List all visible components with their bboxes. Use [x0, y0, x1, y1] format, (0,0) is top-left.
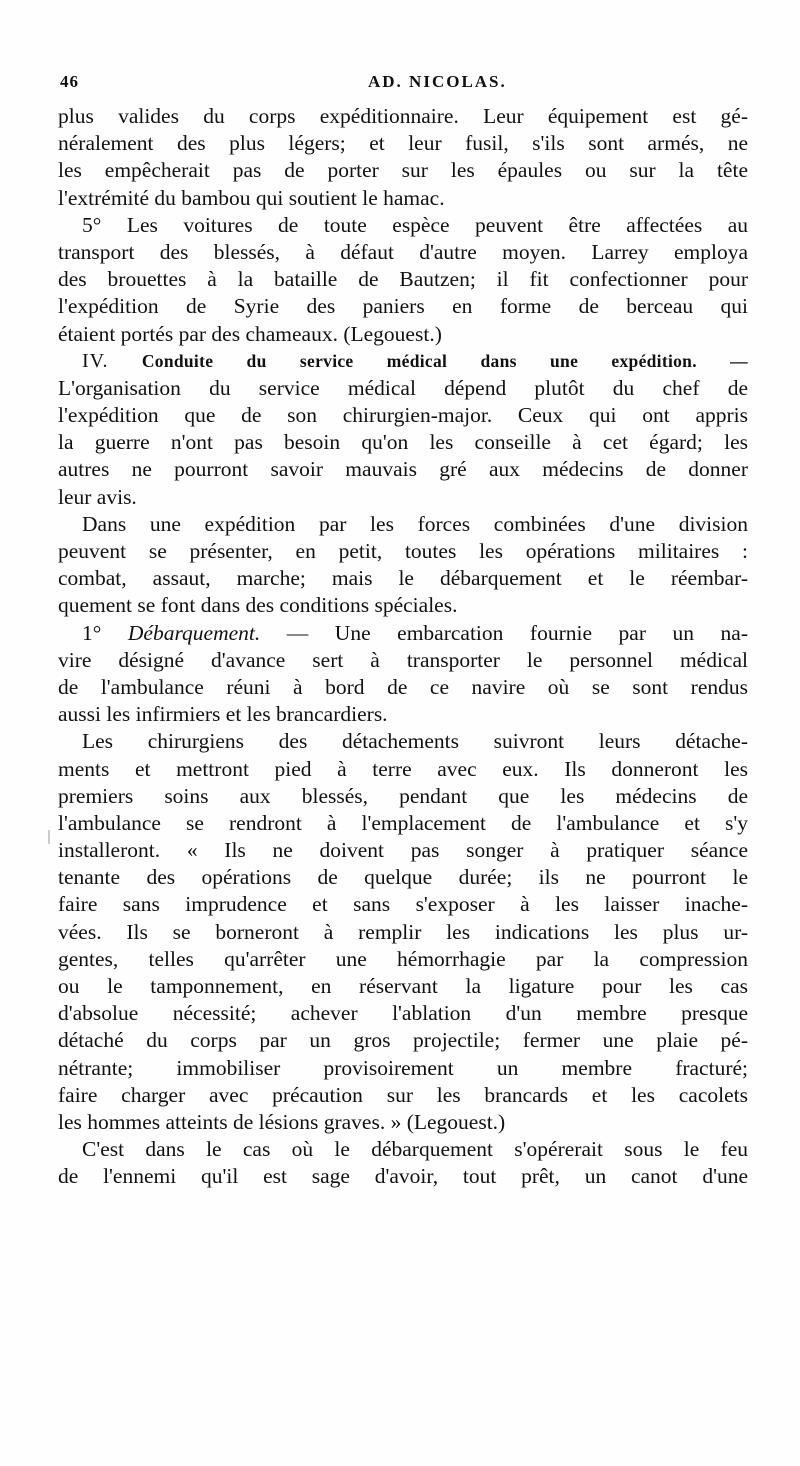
- text-line: autres ne pourront savoir mauvais gré aux médecins de donner: [58, 457, 748, 482]
- text-line: aussi les infirmiers et les brancardiers.: [58, 702, 388, 727]
- text-line: l'ambulance se rendront à l'emplacement de l'ambulance et s'y: [58, 810, 748, 835]
- subsection-line: [58, 620, 748, 647]
- text-line: plus valides du corps expéditionnaire. Leur équipement est gé-: [58, 104, 748, 128]
- text-line: faire sans imprudence et sans s'exposer à les laisser inache-: [58, 892, 748, 917]
- text-line: ou le tamponnement, en réservant la ligature pour les cas: [58, 974, 748, 998]
- margin-mark: [48, 830, 50, 844]
- text-line: d'absolue nécessité; achever l'ablation d'un membre presque: [58, 1001, 748, 1026]
- text-line: l'expédition de Syrie des paniers en forme de berceau qui: [58, 294, 748, 319]
- text-line: vire désigné d'avance sert à transporter le personnel médical: [58, 647, 748, 672]
- text-line: des brouettes à la bataille de Bautzen; il fit confectionner pour: [58, 267, 748, 292]
- text-line: l'extrémité du bambou qui soutient le hamac.: [58, 185, 445, 210]
- section-title: Conduite du service médical dans une expédition. —: [141, 350, 748, 371]
- text-line: tenante des opérations de quelque durée; ils ne pourront le: [58, 865, 748, 890]
- text-line: la guerre n'ont pas besoin qu'on les conseille à cet égard; les: [58, 430, 748, 455]
- text-line: faire charger avec précaution sur les brancards et les cacolets: [58, 1082, 748, 1107]
- text-line: Dans une expédition par les forces combinées d'une division: [82, 511, 748, 536]
- page-header: [56, 72, 760, 98]
- text-line: 5° Les voitures de toute espèce peuvent être affectées au: [82, 212, 748, 237]
- text-line: installeront. « Ils ne doivent pas songer à pratiquer séance: [58, 838, 748, 863]
- text-line: peuvent se présenter, en petit, toutes les opérations militaires :: [58, 539, 748, 563]
- text-line: les empêcherait pas de porter sur les épaules ou sur la tête: [58, 158, 748, 183]
- text-line: transport des blessés, à défaut d'autre moyen. Larrey employa: [58, 239, 748, 264]
- text-line: étaient portés par des chameaux. (Legouest.): [58, 321, 442, 346]
- text-line: quement se font dans des conditions spéciales.: [58, 593, 458, 618]
- text-line: combat, assaut, marche; mais le débarquement et le réembar-: [58, 566, 748, 591]
- text-line: de l'ennemi qu'il est sage d'avoir, tout prêt, un canot d'une: [58, 1164, 748, 1189]
- subsection-title: Débarquement.: [127, 620, 261, 645]
- text-line: vées. Ils se borneront à remplir les indications les plus ur-: [58, 919, 748, 944]
- text-line: néralement des plus légers; et leur fusil, s'ils sont armés, ne: [58, 131, 748, 156]
- text-line: nétrante; immobiliser provisoirement un membre fracturé;: [58, 1055, 748, 1080]
- running-title: AD. NICOLAS.: [368, 72, 507, 91]
- text-line: de l'ambulance réuni à bord de ce navire où se sont rendus: [58, 674, 748, 699]
- text-line: L'organisation du service médical dépend plutôt du chef de: [58, 375, 748, 400]
- text-line: l'expédition que de son chirurgien-major. Ceux qui ont appris: [58, 403, 748, 428]
- subsection-text: — Une embarcation fournie par un na-: [260, 620, 749, 645]
- text-line: détaché du corps par un gros projectile; fermer une plaie pé-: [58, 1028, 748, 1053]
- body-text: [58, 103, 748, 1191]
- subsection-number: 1°: [82, 620, 128, 645]
- text-line: les hommes atteints de lésions graves. » (Legouest.): [58, 1109, 506, 1134]
- text-line: ments et mettront pied à terre avec eux. Ils donneront les: [58, 756, 748, 781]
- text-line: C'est dans le cas où le débarquement s'opérerait sous le feu: [82, 1137, 748, 1162]
- text-line: leur avis.: [58, 484, 137, 509]
- text-line: gentes, telles qu'arrêter une hémorrhagie par la compression: [58, 946, 748, 971]
- page-number: 46: [60, 72, 79, 91]
- section-heading: [58, 348, 748, 375]
- text-line: premiers soins aux blessés, pendant que les médecins de: [58, 783, 748, 808]
- text-line: Les chirurgiens des détachements suivront leurs détache-: [82, 729, 748, 754]
- section-number: IV.: [82, 349, 109, 372]
